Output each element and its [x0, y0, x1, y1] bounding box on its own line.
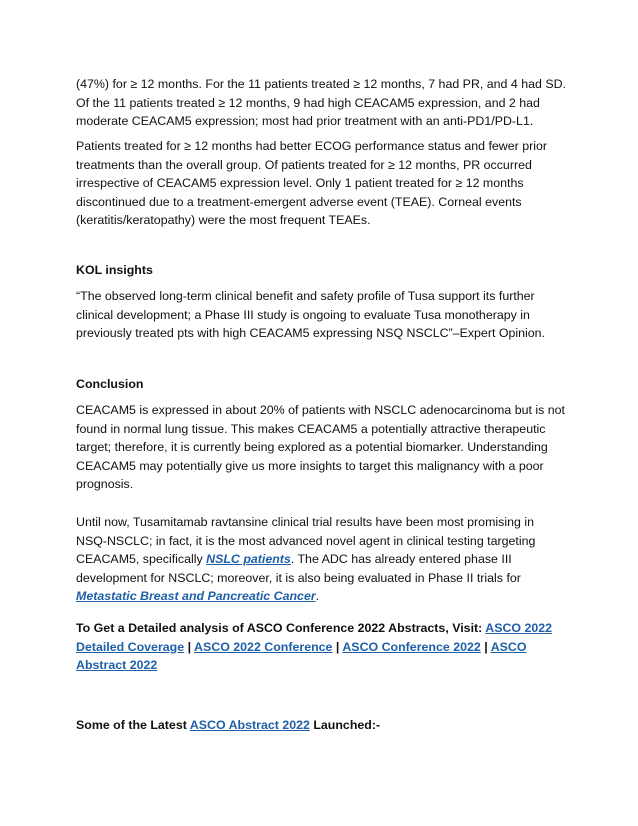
kol-quote: “The observed long-term clinical benefit and safety profile of Tusa support its further clinical development; a Phase III study is ongoing to evaluate Tusa monotherapy in previously treated pts with high CEACAM5 expressing NSQ NSCLC”–Expert Opinion.	[76, 289, 545, 341]
results-paragraph: (47%) for ≥ 12 months. For the 11 patients treated ≥ 12 months, 7 had PR, and 4 had SD. Of the 11 patients treated ≥ 12 months, 9 had high CEACAM5 expression, and 2 had moderate CEACAM5 expression; most had prior treatment with an anti-PD1/PD-L1.	[76, 77, 566, 129]
latest-tail: Launched:-	[309, 718, 381, 732]
separator: |	[332, 639, 343, 654]
conclusion-text-part3: .	[315, 589, 320, 604]
nslc-patients-link[interactable]: NSLC patients	[206, 552, 291, 567]
conclusion-text-part1: Until now, Tusamitamab ravtansine clinical trial results have been most promising in NSQ-NSCLC; in fact, it is the most advanced novel agent in clinical testing targeting CEACAM5, specifically	[76, 515, 536, 567]
callout-lead: To Get a Detailed analysis of ASCO Conference 2022 Abstracts, Visit:	[76, 621, 486, 635]
ecog-paragraph: Patients treated for ≥ 12 months had better ECOG performance status and fewer prior treatments than the overall group. Of patients treated for ≥ 12 months, PR occurred irrespective of CEACAM5 expression level. Only 1 patient treated for ≥ 12 months discontinued due to a treatment-emergent adverse event (TEAE). Corneal events (keratitis/keratopathy) were the most frequent TEAEs.	[76, 139, 547, 228]
latest-asco-abstract-link[interactable]: ASCO Abstract 2022	[189, 718, 310, 732]
latest-lead: Some of the Latest	[76, 718, 190, 732]
asco-analysis-callout	[76, 619, 566, 675]
conclusion-paragraph-2	[76, 513, 566, 606]
asco-2022-conference-link[interactable]: ASCO 2022 Conference	[194, 639, 333, 654]
asco-detailed-coverage-link[interactable]: ASCO 2022 Detailed Coverage	[76, 621, 553, 654]
asco-conference-2022-link[interactable]: ASCO Conference 2022	[342, 639, 481, 654]
metastatic-breast-pancreatic-link[interactable]: Metastatic Breast and Pancreatic Cancer	[76, 589, 316, 604]
asco-abstract-2022-link[interactable]: ASCO Abstract 2022	[76, 639, 527, 673]
kol-insights-heading: KOL insights	[76, 263, 153, 277]
separator: |	[480, 639, 491, 654]
conclusion-paragraph-1: CEACAM5 is expressed in about 20% of patients with NSCLC adenocarcinoma but is not found in normal lung tissue. This makes CEACAM5 a potentially attractive therapeutic target; therefore, it is currently being explored as a potential biomarker. Understanding CEACAM5 may potentially give us more insights to target this malignancy with a poor prognosis.	[76, 403, 565, 492]
latest-abstracts-heading	[76, 716, 566, 735]
conclusion-heading: Conclusion	[76, 377, 144, 391]
separator: |	[184, 639, 195, 654]
conclusion-text-part2: . The ADC has already entered phase III development for NSCLC; moreover, it is also being evaluated in Phase II trials for	[76, 552, 521, 585]
